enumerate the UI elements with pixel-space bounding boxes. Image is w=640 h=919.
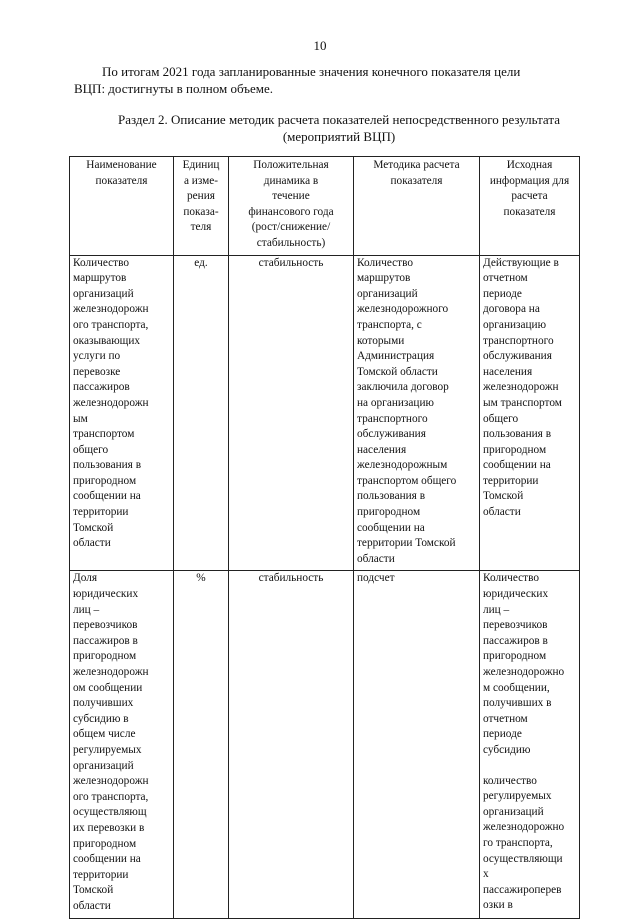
cell-unit: ед. <box>174 255 229 571</box>
section-title-line-2: (мероприятий ВЦП) <box>282 129 396 144</box>
header-source: Исходная информация для расчета показателя <box>480 157 580 256</box>
summary-line-2: ВЦП: достигнуты в полном объеме. <box>74 81 273 96</box>
methods-table <box>69 156 580 919</box>
cell-dynamics: стабильность <box>229 255 354 571</box>
cell-dynamics: стабильность <box>229 571 354 918</box>
header-dynamics: Положительная динамика в течение финансового года (рост/снижение/ стабильность) <box>229 157 354 256</box>
cell-source-text-continued: количество регулируемых организаций железнодорожно го транспорта, осуществляющи х пассажироперев озки в <box>483 774 565 912</box>
cell-source-text: Количество юридических лиц – перевозчиков пассажиров в пригородном железнодорожно м сообщении, получивших в отчетном периоде субсидию <box>483 572 565 756</box>
paragraph-gap <box>483 759 576 774</box>
cell-indicator-name: Доля юридических лиц – перевозчиков пассажиров в пригородном железнодорожн ом сообщении получивших субсидию в общем числе регулируемых организаций железнодорожн ого транспорта, осуществляющ их перевозки в пригородном сообщении на территории Томской области <box>70 571 174 918</box>
cell-source <box>480 571 580 918</box>
cell-method: Количество маршрутов организаций железнодорожного транспорта, с которыми Администрация Томской области заключила договор на организацию транспортного обслуживания населения железнодорожным транспортом общего пользования в пригородном сообщении на территории Томской области <box>354 255 480 571</box>
cell-method: подсчет <box>354 571 480 918</box>
table-header-row <box>70 157 580 256</box>
summary-line-1: По итогам 2021 года запланированные значения конечного показателя цели <box>102 64 521 79</box>
section-title <box>74 111 604 145</box>
summary-paragraph <box>74 63 578 97</box>
table-row <box>70 255 580 571</box>
header-method: Методика расчета показателя <box>354 157 480 256</box>
cell-unit: % <box>174 571 229 918</box>
page-number: 10 <box>313 38 327 53</box>
table-row <box>70 571 580 918</box>
cell-source-text: Действующие в отчетном периоде договора на организацию транспортного обслуживания населения железнодорожн ым транспортом общего пользования в пригородном сообщении на территории Томской области <box>483 256 562 519</box>
header-unit: Единиц а изме- рения показа- теля <box>174 157 229 256</box>
cell-indicator-name: Количество маршрутов организаций железнодорожн ого транспорта, оказывающих услуги по перевозке пассажиров железнодорожн ым транспортом общего пользования в пригородном сообщении на территории Томской области <box>70 255 174 571</box>
section-title-line-1: Раздел 2. Описание методик расчета показателей непосредственного результата <box>118 112 560 127</box>
header-indicator-name: Наименование показателя <box>70 157 174 256</box>
cell-source <box>480 255 580 571</box>
